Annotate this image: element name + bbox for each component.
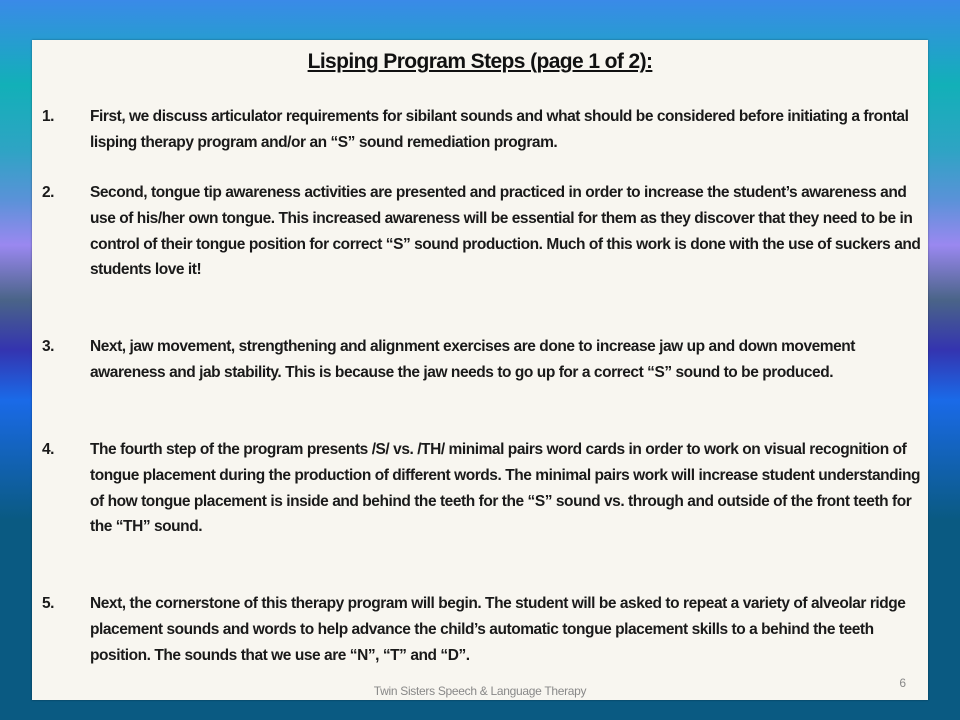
list-item (42, 437, 922, 540)
list-item (42, 334, 922, 386)
item-number: 1. (42, 108, 55, 125)
page-number: 6 (899, 676, 906, 690)
item-text: First, we discuss articulator requirements for sibilant sounds and what should be considered before initiating a frontal lisping therapy program and/or an “S” sound remediation program. (90, 108, 909, 151)
slide (32, 40, 928, 700)
item-number: 4. (42, 441, 55, 458)
slide-footer: Twin Sisters Speech & Language Therapy (373, 684, 587, 698)
item-number: 2. (42, 184, 55, 201)
item-number: 3. (42, 338, 55, 355)
item-text: Next, jaw movement, strengthening and alignment exercises are done to increase jaw up and down movement awareness and jab stability. This is because the jaw needs to go up for a correct “S” sound to be produced. (90, 338, 856, 381)
list-item (42, 104, 922, 156)
list-item (42, 180, 922, 283)
slide-title: Lisping Program Steps (page 1 of 2): (307, 50, 653, 73)
item-number: 5. (42, 595, 55, 612)
item-text: Next, the cornerstone of this therapy program will begin. The student will be asked to repeat a variety of alveolar ridge placement sounds and words to help advance the child’s automatic tongue placement skills to a behind the teeth position. The sounds that we use are “N”, “T” and “D”. (90, 595, 906, 664)
item-text: The fourth step of the program presents /S/ vs. /TH/ minimal pairs word cards in order to work on visual recognition of tongue placement during the production of different words. The minimal pairs work will increase student understanding of how tongue placement is inside and behind the teeth for the “S” sound vs. through and outside of the front teeth for the “TH” sound. (90, 441, 921, 536)
list-item (42, 591, 922, 668)
item-text: Second, tongue tip awareness activities are presented and practiced in order to increase the student’s awareness and use of his/her own tongue. This increased awareness will be essential for them as they discover that they need to be in control of their tongue position for correct “S” sound production. Much of this work is done with the use of suckers and students love it! (90, 184, 921, 279)
